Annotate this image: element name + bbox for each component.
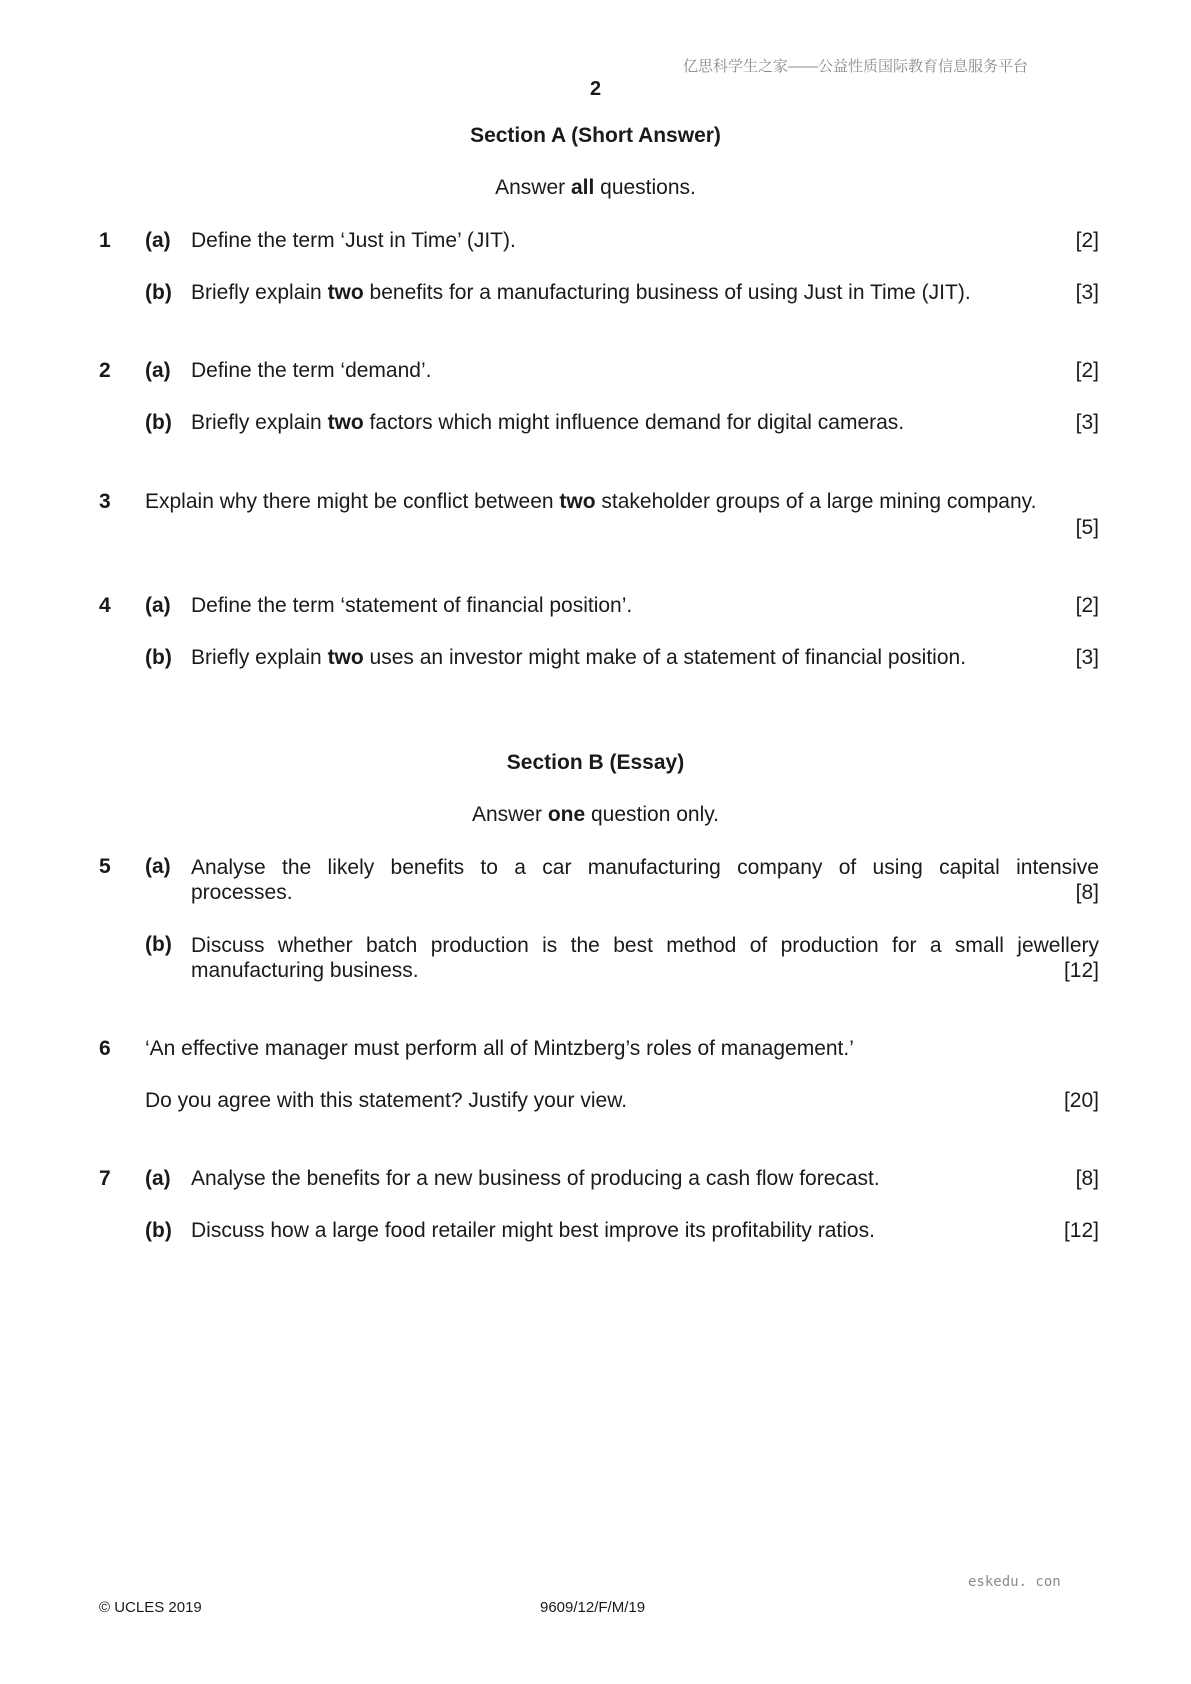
- page-number: 2: [589, 78, 602, 100]
- question-6-mark: [20]: [1063, 1089, 1099, 1112]
- question-7b-text: Discuss how a large food retailer might best improve its profitability ratios.: [191, 1219, 875, 1242]
- copyright: © UCLES 2019: [99, 1599, 202, 1616]
- question-1b-text: Briefly explain two benefits for a manufacturing business of using Just in Time (JIT).: [191, 281, 971, 304]
- question-7-number: 7: [99, 1167, 111, 1190]
- question-1a-text: Define the term ‘Just in Time’ (JIT).: [191, 229, 516, 252]
- question-7a-label: (a): [145, 1167, 171, 1190]
- question-1b-mark: [3]: [1075, 281, 1099, 304]
- section-a-instruction: Answer all questions.: [495, 176, 696, 199]
- question-4a-mark: [2]: [1075, 594, 1099, 617]
- question-6-number: 6: [99, 1037, 111, 1060]
- question-2b-text: Briefly explain two factors which might influence demand for digital cameras.: [191, 411, 905, 434]
- question-3-mark: [5]: [1075, 516, 1099, 539]
- question-2a-label: (a): [145, 359, 171, 382]
- watermark-top: 亿思科学生之家——公益性质国际教育信息服务平台: [683, 58, 1029, 75]
- question-1a-label: (a): [145, 229, 171, 252]
- question-5b-mark: [12]: [1063, 959, 1099, 982]
- question-2a-mark: [2]: [1075, 359, 1099, 382]
- question-5b-line2: manufacturing business.: [191, 959, 419, 982]
- question-2a-text: Define the term ‘demand’.: [191, 359, 432, 382]
- question-2-number: 2: [99, 359, 111, 382]
- question-4b-label: (b): [145, 646, 172, 669]
- question-7a-text: Analyse the benefits for a new business of producing a cash flow forecast.: [191, 1167, 880, 1190]
- question-5a-line1: Analyse the likely benefits to a car manufacturing company of using capital intensive: [191, 856, 1099, 879]
- question-4a-text: Define the term ‘statement of financial position’.: [191, 594, 633, 617]
- question-4b-text: Briefly explain two uses an investor might make of a statement of financial position.: [191, 646, 967, 669]
- question-6-quote: ‘An effective manager must perform all of Mintzberg’s roles of management.’: [145, 1037, 854, 1060]
- question-7b-mark: [12]: [1063, 1219, 1099, 1242]
- question-7a-mark: [8]: [1075, 1167, 1099, 1190]
- question-5a-line2: processes.: [191, 881, 293, 904]
- section-a-title: Section A (Short Answer): [470, 124, 721, 147]
- question-1-number: 1: [99, 229, 111, 252]
- paper-code: 9609/12/F/M/19: [540, 1599, 646, 1616]
- question-2b-mark: [3]: [1075, 411, 1099, 434]
- question-4b-mark: [3]: [1075, 646, 1099, 669]
- question-3-text: Explain why there might be conflict between two stakeholder groups of a large mining company.: [145, 490, 1037, 513]
- section-b-title: Section B (Essay): [506, 751, 685, 774]
- question-5-number: 5: [99, 855, 111, 878]
- watermark-bottom: eskedu. con: [968, 1574, 1061, 1590]
- question-7b-label: (b): [145, 1219, 172, 1242]
- question-2b-label: (b): [145, 411, 172, 434]
- question-5b-label: (b): [145, 933, 172, 956]
- question-1a-mark: [2]: [1075, 229, 1099, 252]
- question-5b-line1: Discuss whether batch production is the best method of production for a small jewellery: [191, 934, 1099, 957]
- question-5a-mark: [8]: [1075, 881, 1099, 904]
- question-3-number: 3: [99, 490, 111, 513]
- question-4a-label: (a): [145, 594, 171, 617]
- section-b-instruction: Answer one question only.: [471, 803, 720, 826]
- question-5a-label: (a): [145, 855, 171, 878]
- question-1b-label: (b): [145, 281, 172, 304]
- question-4-number: 4: [99, 594, 111, 617]
- question-6-text: Do you agree with this statement? Justify your view.: [145, 1089, 628, 1112]
